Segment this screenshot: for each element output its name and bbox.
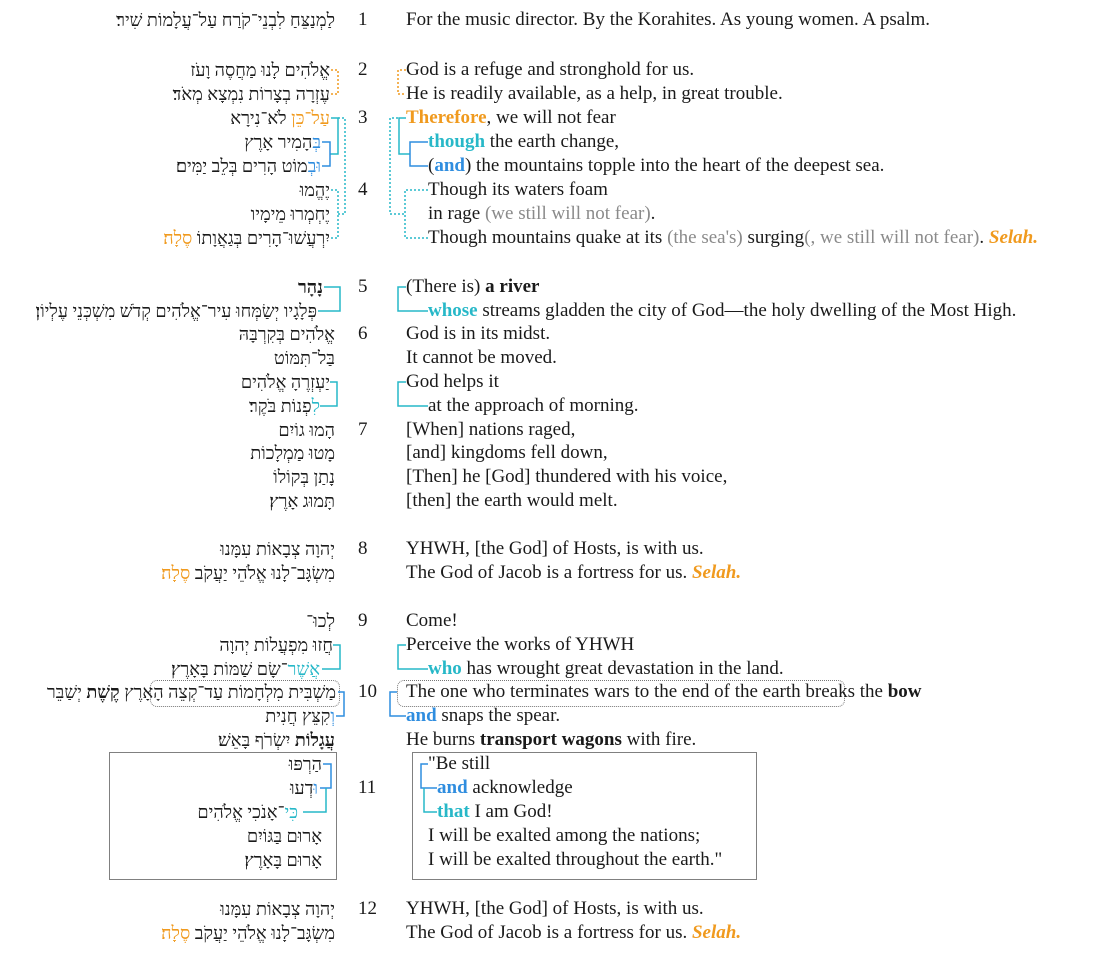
hebrew-line — [300, 178, 330, 202]
english-line — [406, 58, 694, 82]
hebrew-segment: הָמִיר אָרֶץ — [244, 132, 313, 152]
hebrew-segment: מִשְׂגָּב־לָנוּ אֱלֹהֵי יַעֲקֹב — [190, 563, 335, 583]
hebrew-segment: יַעְזְרֶהָ אֱלֹהִים — [240, 372, 330, 392]
hebrew-segment: לַמְנַצֵּחַ לִבְנֵי־קֹרַח עַל־עֲלָמוֹת שִׁיר׃ — [116, 10, 335, 30]
hebrew-line — [289, 752, 322, 776]
english-segment: with fire. — [621, 729, 697, 750]
bracket-v10-en — [390, 692, 406, 716]
hebrew-line — [249, 394, 320, 418]
hebrew-segment: וְ — [330, 706, 335, 726]
hebrew-line — [230, 106, 330, 130]
english-segment: has wrought great devastation in the land. — [461, 658, 784, 679]
bracket-v3-4-dotted-en — [390, 118, 405, 214]
hebrew-line — [220, 897, 335, 921]
verse-number: 3 — [358, 107, 368, 128]
hebrew-segment: יְהוָה צְבָאוֹת עִמָּנוּ — [220, 539, 335, 559]
hebrew-segment: כִּי — [284, 802, 298, 822]
hebrew-segment: יִשְׂרֹף בָּאֵשׁ׃ — [218, 730, 295, 750]
bracket-v10-he — [336, 692, 344, 716]
bracket-v3-he — [330, 118, 338, 154]
hebrew-segment: אֱלֹהִים בְּקִרְבָּהּ — [238, 324, 335, 344]
hebrew-line — [250, 441, 335, 465]
english-segment: Perceive the works of YHWH — [406, 634, 635, 655]
english-line — [406, 8, 930, 32]
hebrew-segment: הָמוּ גוֹיִם — [278, 420, 335, 440]
english-line — [428, 752, 490, 776]
english-segment: YHWH, [the God] of Hosts, is with us. — [406, 898, 704, 919]
english-line — [406, 921, 741, 945]
hebrew-line — [269, 489, 335, 513]
english-line — [406, 704, 560, 728]
hebrew-segment: עֲגָלוֹת — [294, 730, 335, 750]
english-segment: Come! — [406, 610, 458, 631]
hebrew-line — [239, 322, 335, 346]
hebrew-line — [273, 465, 335, 489]
english-line — [428, 299, 1016, 323]
hebrew-segment: אָרוּם בַּגּוֹיִם — [246, 826, 322, 846]
verse-number: 7 — [358, 419, 368, 440]
hebrew-segment: מוֹט הָרִים בְּלֵב יַמִּים׃ — [175, 156, 308, 176]
english-line — [428, 848, 722, 872]
english-segment: I am God! — [469, 801, 553, 822]
hebrew-segment: ־אָנֹכִי אֱלֹהִים — [197, 802, 285, 822]
english-segment: . — [979, 227, 989, 248]
english-segment: It cannot be moved. — [406, 347, 557, 368]
english-line — [406, 897, 704, 921]
english-segment: breaks the — [800, 681, 888, 702]
english-segment: The God of Jacob is a fortress for us. — [406, 562, 692, 583]
verse-number: 1 — [358, 9, 368, 30]
hebrew-line — [298, 275, 323, 299]
hebrew-segment: יְהוָה צְבָאוֹת עִמָּנוּ — [220, 899, 335, 919]
english-segment: though — [428, 131, 486, 152]
english-line — [406, 322, 550, 346]
hebrew-line — [190, 58, 330, 82]
english-segment: and — [434, 155, 465, 176]
hebrew-segment: פְנוֹת בֹּקֶר׃ — [249, 396, 312, 416]
english-segment: God helps it — [406, 371, 499, 392]
hebrew-line — [161, 921, 335, 945]
english-segment: YHWH, [the God] of Hosts, is with us. — [406, 538, 704, 559]
hebrew-segment: פְּלָגָיו יְשַׂמְּחוּ עִיר־אֱלֹהִים קְדֹשׁ מִשְׁכְּנֵי עֶלְיוֹן׃ — [35, 301, 317, 321]
verse-number: 11 — [358, 777, 377, 798]
hebrew-segment: הַרְפּוּ — [288, 754, 322, 774]
english-segment: and — [406, 705, 437, 726]
english-line — [406, 418, 575, 442]
hebrew-segment: אֲשֶׁר — [287, 659, 320, 679]
english-segment: He burns — [406, 729, 480, 750]
hebrew-segment: עַל־כֵּן — [291, 108, 330, 128]
english-segment: I will be exalted throughout the earth." — [428, 849, 723, 870]
english-segment: ( — [428, 155, 435, 176]
english-line — [428, 824, 700, 848]
hebrew-line — [197, 800, 298, 824]
english-segment: snaps the spear. — [436, 705, 561, 726]
english-line — [406, 680, 922, 704]
english-segment: the earth change, — [485, 131, 620, 152]
hebrew-segment: לֹא־נִירָא — [230, 108, 292, 128]
english-line — [406, 537, 704, 561]
english-segment: acknowledge — [467, 777, 573, 798]
english-line — [406, 275, 539, 299]
english-segment: (we still will not fear) — [484, 203, 651, 224]
bracket-v11-cyan-en — [424, 788, 437, 812]
hebrew-line — [241, 370, 330, 394]
english-segment: [and] kingdoms fell down, — [406, 442, 608, 463]
hebrew-line — [47, 680, 336, 704]
hebrew-segment: וּ — [313, 778, 318, 798]
english-line — [406, 633, 634, 657]
hebrew-line — [274, 346, 335, 370]
hebrew-segment: וּבְ — [307, 156, 321, 176]
hebrew-segment: עֶזְרָה בְצָרוֹת נִמְצָא מְאֹד׃ — [172, 84, 330, 104]
hebrew-segment: יֶהֱמוּ — [299, 180, 330, 200]
hebrew-segment: יֶחְמְרוּ מֵימָיו — [250, 204, 330, 224]
english-line — [406, 106, 616, 130]
english-segment: whose — [428, 300, 478, 321]
hebrew-segment: בַּל־תִּמּוֹט — [273, 348, 335, 368]
english-segment: (, we still will not fear) — [804, 227, 980, 248]
english-line — [406, 561, 741, 585]
english-segment: in rage — [428, 203, 485, 224]
hebrew-segment: לִ — [311, 396, 320, 416]
hebrew-line — [173, 82, 330, 106]
verse-number: 6 — [358, 323, 368, 344]
english-segment: (the sea's) — [667, 227, 743, 248]
hebrew-line — [176, 154, 321, 178]
hebrew-segment: מִשְׂגָּב־לָנוּ אֱלֹהֵי יַעֲקֹב — [190, 923, 335, 943]
hebrew-line — [171, 657, 320, 681]
english-segment: streams gladden the city of God—the holy dwelling of the Most High. — [477, 300, 1017, 321]
hebrew-line — [244, 130, 321, 154]
hebrew-line — [251, 202, 330, 226]
hebrew-segment: נָתַן בְּקוֹלוֹ — [273, 467, 335, 487]
english-segment: Though its waters foam — [428, 179, 608, 200]
selah-label: Selah. — [691, 562, 742, 583]
english-line — [428, 154, 884, 178]
english-segment: Therefore — [406, 107, 487, 128]
bracket-v2-en — [398, 70, 406, 94]
verse-number: 10 — [358, 681, 377, 702]
hebrew-line — [244, 848, 322, 872]
english-segment: ) the mountains topple into the heart of the deepest sea. — [464, 155, 885, 176]
hebrew-segment: ־שָׂם שַׁמּוֹת בָּאָרֶץ׃ — [171, 659, 288, 679]
english-line — [437, 776, 573, 800]
english-line — [428, 657, 784, 681]
english-segment: Though mountains quake at its — [428, 227, 668, 248]
english-segment: God is in its midst. — [406, 323, 551, 344]
hebrew-line — [265, 704, 335, 728]
english-line — [406, 728, 696, 752]
hebrew-segment: דְעוּ — [289, 778, 314, 798]
english-segment: who — [428, 658, 462, 679]
hebrew-segment: תָּמוּג אָרֶץ׃ — [269, 491, 335, 511]
english-segment: The one who terminates wars to the end of the earth — [406, 681, 801, 702]
verse-number: 2 — [358, 59, 368, 80]
bracket-v2-he — [331, 70, 338, 94]
english-segment: a river — [485, 276, 540, 297]
english-line — [406, 441, 608, 465]
selah-label: Selah. — [988, 227, 1038, 248]
hebrew-segment: סֶלָה׃ — [161, 563, 191, 583]
english-segment: [then] the earth would melt. — [406, 490, 618, 511]
hebrew-segment: חֲזוּ מִפְעֲלוֹת יְהוָה — [219, 635, 333, 655]
hebrew-segment: לְכוּ־ — [306, 611, 335, 631]
english-segment: at the approach of morning. — [428, 395, 639, 416]
english-segment: . — [650, 203, 656, 224]
english-line — [428, 178, 608, 202]
english-line — [406, 82, 783, 106]
hebrew-segment: סֶלָה׃ — [163, 228, 193, 248]
english-segment: and — [437, 777, 468, 798]
hebrew-segment: אֱלֹהִים לָנוּ מַחֲסֶה וָעֹז — [190, 60, 330, 80]
hebrew-segment: קִצֵּץ חֲנִית — [265, 706, 331, 726]
verse-number: 9 — [358, 610, 368, 631]
hebrew-segment: מָטוּ מַמְלָכוֹת — [250, 443, 335, 463]
bracket-v4-dotted-he — [331, 190, 338, 238]
english-segment: that — [437, 801, 470, 822]
hebrew-line — [218, 728, 335, 752]
verse-number: 12 — [358, 898, 377, 919]
english-segment: [Then] he [God] thundered with his voice, — [406, 466, 728, 487]
bracket-v3-blue-en — [410, 142, 428, 166]
hebrew-segment: קֶשֶׁת — [86, 682, 120, 702]
english-line — [406, 346, 557, 370]
hebrew-segment: נָהָר — [297, 277, 323, 297]
english-segment: The God of Jacob is a fortress for us. — [406, 922, 692, 943]
hebrew-line — [306, 609, 335, 633]
english-line — [428, 202, 655, 226]
hebrew-segment: יְשַׁבֵּר — [46, 682, 87, 702]
verse-number: 8 — [358, 538, 368, 559]
hebrew-line — [220, 537, 335, 561]
hebrew-segment: מַשְׁבִּית מִלְחָמוֹת עַד־קְצֵה הָאָרֶץ — [119, 682, 336, 702]
hebrew-line — [290, 776, 318, 800]
english-line — [428, 226, 1038, 250]
hebrew-segment: אָרוּם בָּאָרֶץ׃ — [244, 850, 322, 870]
hebrew-segment: יִרְעֲשׁוּ־הָרִים בְּגַאֲוָתוֹ — [192, 228, 330, 248]
english-segment: (There is) — [406, 276, 486, 297]
hebrew-line — [161, 561, 335, 585]
english-segment: For the music director. By the Korahites. As young women. A psalm. — [406, 9, 931, 30]
selah-label: Selah. — [691, 922, 742, 943]
english-line — [428, 130, 619, 154]
english-segment: transport wagons — [479, 729, 622, 750]
hebrew-line — [219, 633, 333, 657]
english-segment: "Be still — [428, 753, 491, 774]
hebrew-line — [116, 8, 335, 32]
english-segment: , we will not fear — [486, 107, 616, 128]
english-line — [406, 370, 499, 394]
english-line — [406, 465, 727, 489]
hebrew-segment: בְּ — [312, 132, 321, 152]
english-segment: [When] nations raged, — [406, 419, 576, 440]
english-line — [428, 394, 639, 418]
english-line — [437, 800, 553, 824]
hebrew-line — [278, 418, 335, 442]
english-line — [406, 489, 618, 513]
english-segment: God is a refuge and stronghold for us. — [406, 59, 695, 80]
english-segment: surging — [742, 227, 805, 248]
bracket-v4-dotted-en — [405, 190, 428, 238]
english-line — [406, 609, 458, 633]
hebrew-segment: סֶלָה׃ — [161, 923, 191, 943]
verse-number: 4 — [358, 179, 368, 200]
verse-number: 5 — [358, 276, 368, 297]
bracket-v3-4-dotted-he — [338, 118, 345, 214]
english-segment: He is readily available, as a help, in great trouble. — [406, 83, 783, 104]
bracket-v3-blue-he — [322, 142, 330, 166]
english-segment: I will be exalted among the nations; — [428, 825, 701, 846]
hebrew-line — [35, 299, 317, 323]
hebrew-line — [163, 226, 330, 250]
english-segment: bow — [887, 681, 922, 702]
hebrew-line — [247, 824, 322, 848]
